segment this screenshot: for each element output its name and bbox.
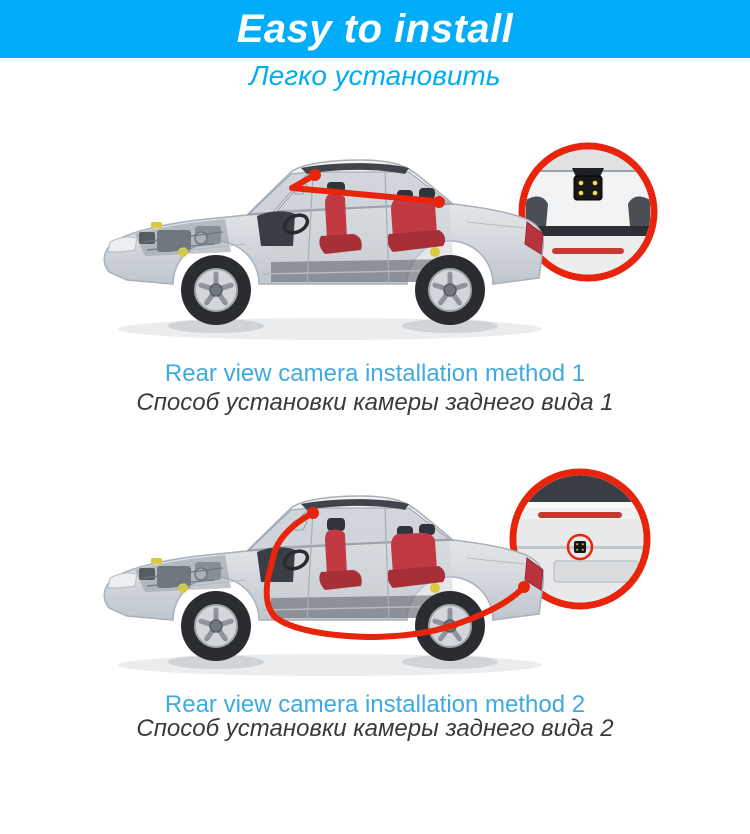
cutaway-car-illustration bbox=[104, 160, 543, 340]
figure-installation-method-2 bbox=[0, 428, 750, 690]
figure-installation-method-1 bbox=[0, 94, 750, 360]
banner bbox=[0, 0, 750, 58]
installation-diagram-2 bbox=[0, 428, 750, 690]
caption-method-2-en: Rear view camera installation method 2 bbox=[164, 691, 586, 718]
rear-camera-icon bbox=[572, 168, 604, 200]
installation-diagram-1 bbox=[0, 94, 750, 360]
caption-method-2-ru: Способ установки камеры заднего вида 2 bbox=[136, 715, 614, 742]
subtitle bbox=[0, 60, 750, 92]
caption-method-1-ru: Способ установки камеры заднего вида 1 bbox=[136, 389, 614, 416]
subtitle-text: Легко установить bbox=[249, 60, 501, 91]
cutaway-car-illustration bbox=[104, 496, 543, 676]
banner-title: Easy to install bbox=[236, 7, 514, 51]
caption-method-1-en: Rear view camera installation method 1 bbox=[164, 360, 586, 387]
